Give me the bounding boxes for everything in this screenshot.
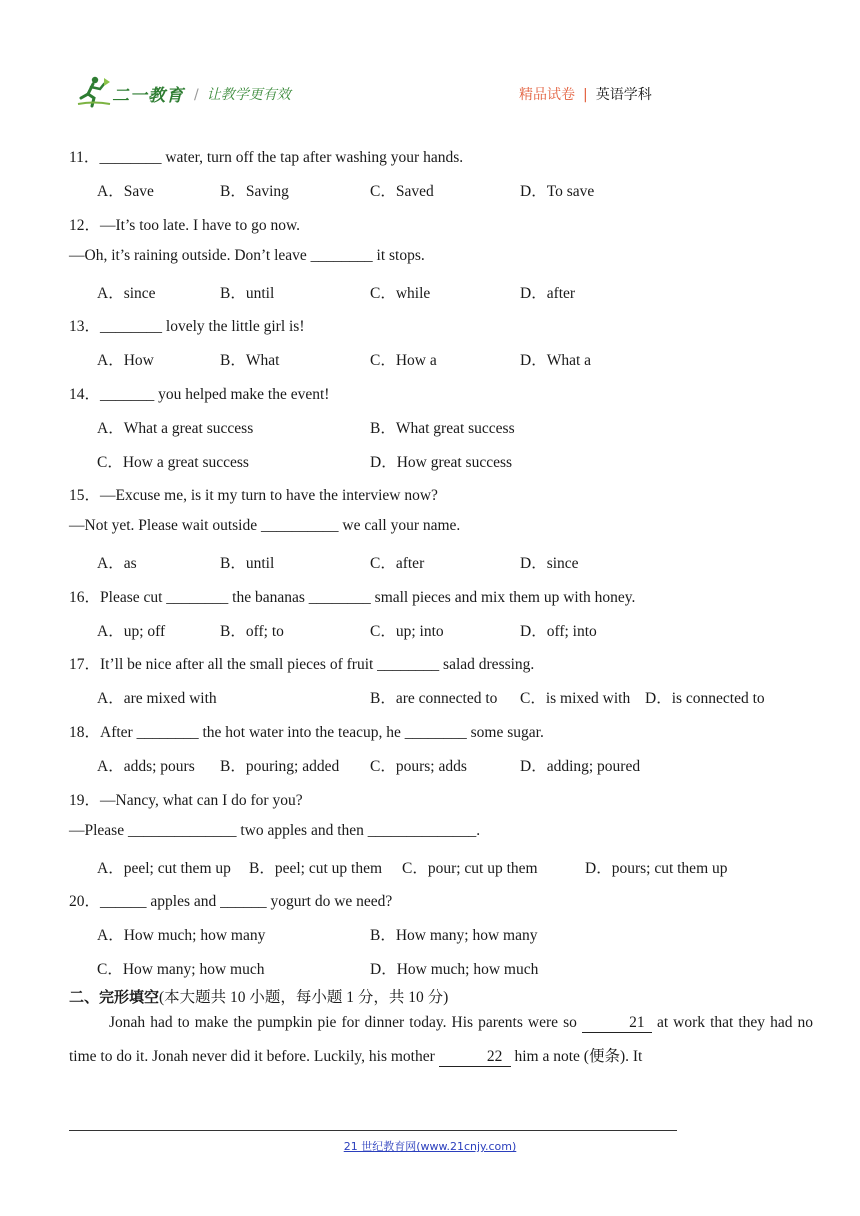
question-stem-line2: —Please ______________ two apples and then ______________. — [69, 822, 481, 839]
option: C．is mixed with — [520, 690, 631, 707]
header-divider: | — [583, 87, 588, 103]
option: B．What great success — [370, 420, 515, 437]
option: A．as — [97, 555, 137, 572]
option: A．adds; pours — [97, 758, 195, 775]
option: B．peel; cut up them — [249, 860, 383, 877]
option: C．pour; cut up them — [402, 860, 538, 877]
question-stem: 11．________ water, turn off the tap after washing your hands. — [69, 149, 464, 166]
option: C．pours; adds — [370, 758, 467, 775]
question-stem: 19．—Nancy, what can I do for you? — [69, 792, 303, 809]
option: B．off; to — [220, 623, 284, 640]
option: B．until — [220, 555, 275, 572]
question-stem: 15．—Excuse me, is it my turn to have the interview now? — [69, 487, 438, 504]
question-stem: 18．After ________ the hot water into the teacup, he ________ some sugar. — [69, 724, 544, 741]
header-subject: 英语学科 — [595, 87, 652, 103]
option: A．up; off — [97, 623, 166, 640]
cloze-paragraph: Jonah had to make the pumpkin pie for dinner today. His parents were so 21 at work that they had no time to do it. Jonah never did it before. Luckily, his mother 22 him a note (便条). It — [69, 1014, 814, 1065]
option: D．How great success — [370, 454, 513, 471]
question-stem: 12．—It’s too late. I have to go now. — [69, 217, 301, 234]
option: C．while — [370, 285, 431, 302]
option: D．How much; how much — [370, 961, 539, 978]
option: A．What a great success — [97, 420, 254, 437]
question-stem: 17．It’ll be nice after all the small pieces of fruit ________ salad dressing. — [69, 656, 535, 673]
section-heading — [69, 985, 448, 1007]
option: D．is connected to — [645, 690, 765, 707]
option: A．How much; how many — [97, 927, 266, 944]
option: A．peel; cut them up — [97, 860, 231, 877]
option: C．up; into — [370, 623, 444, 640]
option: D．To save — [520, 183, 595, 200]
option: C．Saved — [370, 183, 434, 200]
section-title: 二、完形填空 — [69, 988, 160, 1006]
footer-divider — [69, 1130, 677, 1131]
option: D．since — [520, 555, 579, 572]
question-stem: 13．________ lovely the little girl is! — [69, 318, 305, 335]
option: D．after — [520, 285, 576, 302]
question-stem: 20．______ apples and ______ yogurt do we need? — [69, 893, 393, 910]
option: C．How many; how much — [97, 961, 265, 978]
option: C．How a — [370, 352, 437, 369]
cloze-blank-21: 21 — [582, 1014, 652, 1033]
option: A．since — [97, 285, 156, 302]
header-tag: 精品试卷 — [519, 87, 575, 103]
option: D．What a — [520, 352, 592, 369]
question-stem-line2: —Not yet. Please wait outside __________ we call your name. — [69, 517, 461, 534]
option: A．are mixed with — [97, 690, 217, 707]
option: D．pours; cut them up — [585, 860, 728, 877]
footer-link[interactable]: 21 世纪教育网(www.21cnjy.com) — [343, 1140, 517, 1153]
logo-text: 二一教育 — [112, 86, 184, 106]
option: D．adding; poured — [520, 758, 641, 775]
option: A．Save — [97, 183, 154, 200]
option: B．until — [220, 285, 275, 302]
question-stem: 14．_______ you helped make the event! — [69, 386, 330, 403]
option: B．Saving — [220, 183, 289, 200]
page-header — [76, 74, 696, 110]
option: B．How many; how many — [370, 927, 538, 944]
slogan: / 让教学更有效 — [194, 87, 291, 103]
question-stem: 16．Please cut ________ the bananas ________ small pieces and mix them up with honey. — [69, 589, 636, 606]
cloze-blank-22: 22 — [439, 1048, 511, 1067]
option: B．What — [220, 352, 280, 369]
option: C．How a great success — [97, 454, 249, 471]
option: A．How — [97, 352, 154, 369]
header-tag-group — [519, 84, 652, 104]
question-stem-line2: —Oh, it’s raining outside. Don’t leave ________ it stops. — [69, 247, 425, 264]
runner-logo-icon — [76, 74, 112, 110]
option: D．off; into — [520, 623, 597, 640]
option: C．after — [370, 555, 425, 572]
option: B．are connected to — [370, 690, 498, 707]
section-note: (本大题共 10 小题，每小题 1 分，共 10 分) — [159, 989, 449, 1006]
option: B．pouring; added — [220, 758, 340, 775]
logo — [76, 74, 186, 110]
